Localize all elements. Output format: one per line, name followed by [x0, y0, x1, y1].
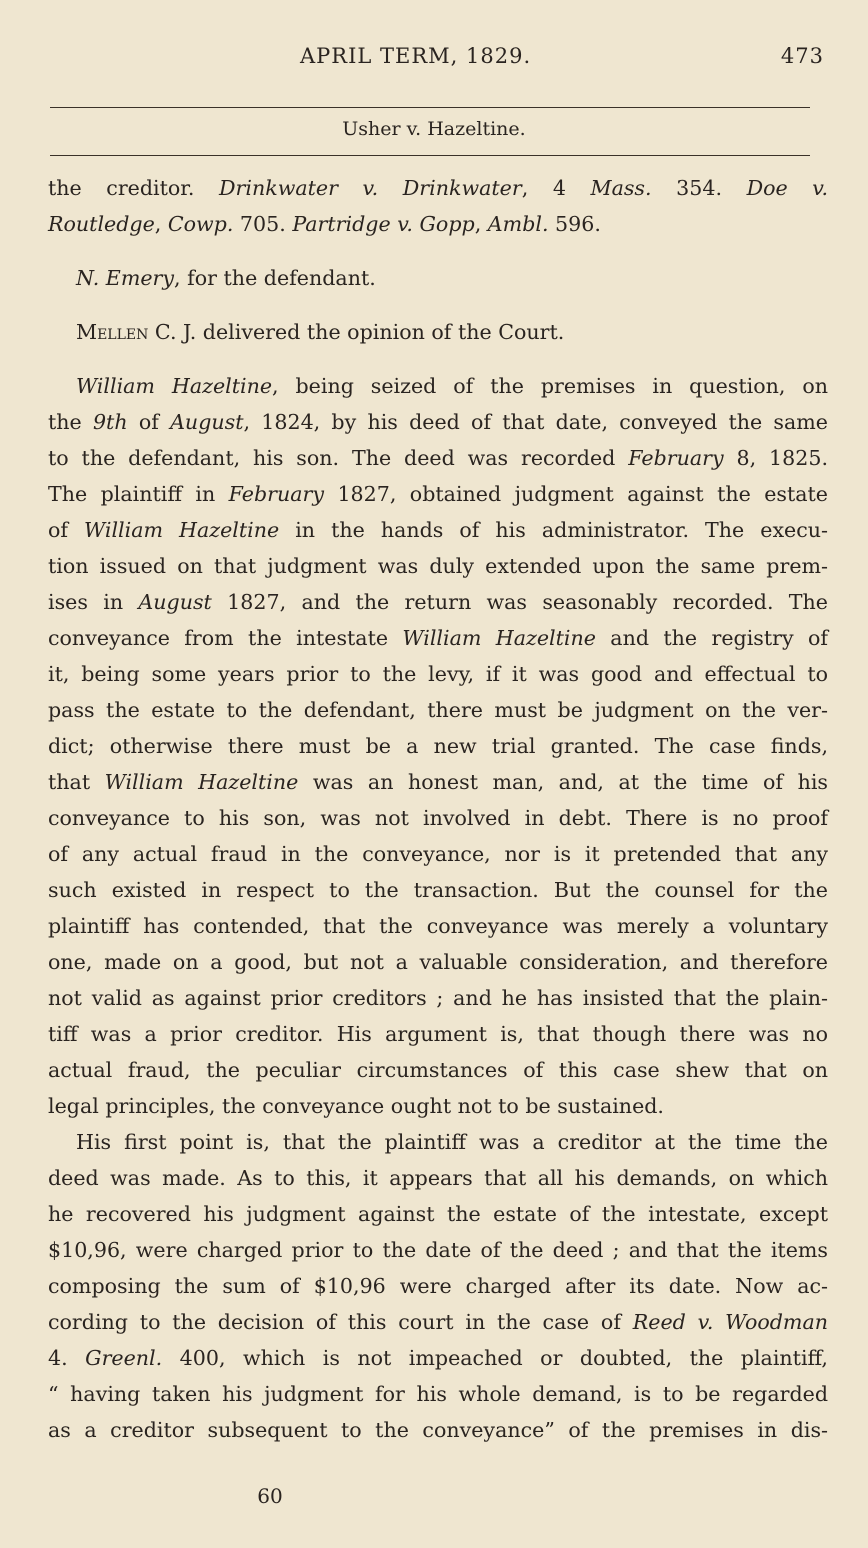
paragraph-gap: [48, 296, 828, 314]
paragraph: His first point is, that the plaintiff was a creditor at the time the deed was made. As to this, it appears that all his demands, on which he recovered his judgment against the estate of the intestate, except $10,96, were charged prior to the date of the deed ; and that the items composing the sum of $10,96 were charged after its date. Now ac- cording to the decision of this court in the case of Reed v. Woodman 4. Greenl. 400, which is not impeached or doubted, the plaintiff, “ having taken his judgment for his whole demand, is to be regarded as a creditor subsequent to the conveyance” of the premises in dis-: [48, 1130, 828, 1442]
paragraph-gap: [48, 350, 828, 368]
signature-mark: 60: [257, 1484, 283, 1508]
opinion-text: [48, 170, 828, 1448]
running-title: APRIL TERM, 1829.: [300, 44, 532, 68]
page-number: 473: [780, 44, 824, 68]
paragraph-gap: [48, 242, 828, 260]
paragraph: Mellen C. J. delivered the opinion of the Court.: [76, 320, 565, 344]
paragraph: William Hazeltine, being seized of the premises in question, on the 9th of August, 1824, by his deed of that date, conveyed the same to the defendant, his son. The deed was recorded February 8, 1825. The plaintiff in February 1827, obtained judgment against the estate of William Hazeltine in the hands of his administrator. The execu- tion issued on that judgment was duly extended upon the same prem- ises in August 1827, and the return was seasonably recorded. The conveyance from the intestate William Hazeltine and the registry of it, being some years prior to the levy, if it was good and effectual to pass the estate to the defendant, there must be judgment on the ver- dict; otherwise there must be a new trial granted. The case finds, that William Hazeltine was an honest man, and, at the time of his conveyance to his son, was not involved in debt. There is no proof of any actual fraud in the conveyance, nor is it pretended that any such existed in respect to the transaction. But the counsel for the plaintiff has contended, that the conveyance was merely a voluntary one, made on a good, but not a valuable consideration, and therefore not valid as against prior creditors ; and he has insisted that the plain- tiff was a prior creditor. His argument is, that though there was no actual fraud, the peculiar circumstances of this case shew that on legal principles, the conveyance ought not to be sustained.: [48, 374, 829, 1118]
header-rule-bottom: [50, 155, 810, 156]
running-head: [300, 44, 824, 68]
paragraph: N. Emery, for the defendant.: [76, 266, 376, 290]
header-rule-top: [50, 107, 810, 108]
paragraph: the creditor. Drinkwater v. Drinkwater, 4 Mass. 354. Doe v. Routledge, Cowp. 705. Partridge v. Gopp, Ambl. 596.: [48, 176, 828, 236]
case-caption: Usher v. Hazeltine.: [342, 118, 526, 140]
